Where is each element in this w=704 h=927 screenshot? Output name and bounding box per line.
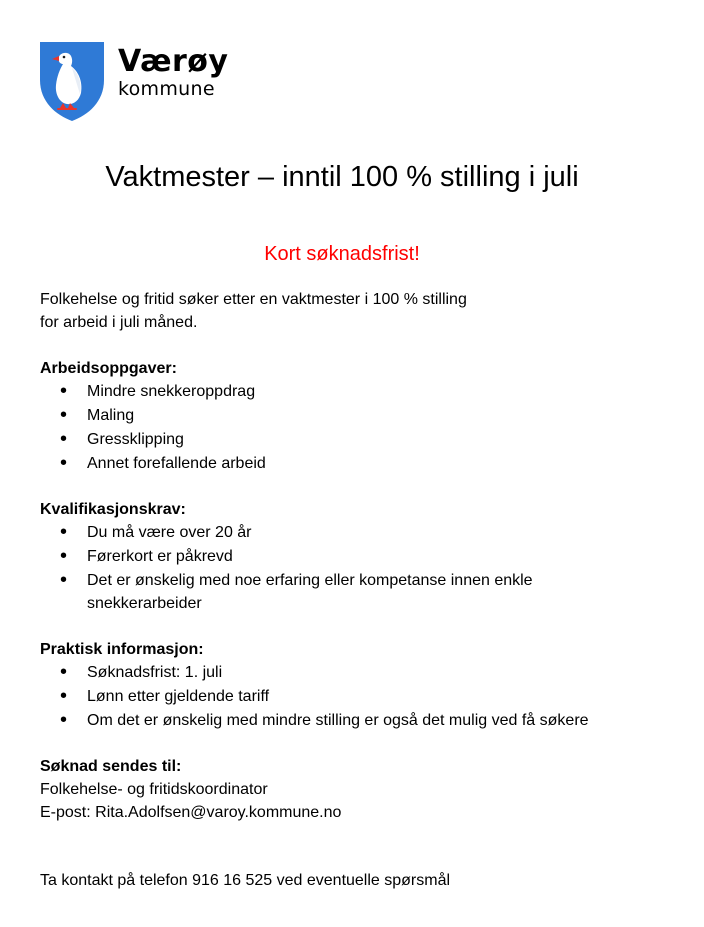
- list-item: • Maling: [40, 404, 680, 427]
- list-item: • Det er ønskelig med noe erfaring eller kompetanse innen enkle snekkerarbeider: [40, 569, 557, 615]
- application-email-line: [40, 801, 680, 824]
- practical-list: [40, 661, 680, 732]
- puffin-shield-icon: [38, 40, 106, 122]
- qualifications-list: [40, 521, 680, 615]
- list-item: • Mindre snekkeroppdrag: [40, 380, 680, 403]
- contact-footer: Ta kontakt på telefon 916 16 525 ved eventuelle spørsmål: [40, 872, 451, 889]
- page-title: Vaktmester – inntil 100 % stilling i juli: [105, 161, 579, 193]
- tasks-list: [40, 380, 680, 475]
- document-body: [40, 288, 680, 824]
- list-item: • Om det er ønskelig med mindre stilling er også det mulig ved få søkere: [40, 709, 680, 732]
- list-item: • Lønn etter gjeldende tariff: [40, 685, 680, 708]
- intro-paragraph: [40, 288, 680, 334]
- deadline-notice: Kort søknadsfrist!: [264, 243, 420, 265]
- list-item: • Søknadsfrist: 1. juli: [40, 661, 680, 684]
- intro-line-2: for arbeid i juli måned.: [40, 314, 198, 331]
- section-heading-qualifications: Kvalifikasjonskrav:: [40, 501, 186, 518]
- section-heading-practical: Praktisk informasjon:: [40, 641, 204, 658]
- section-heading-tasks: Arbeidsoppgaver:: [40, 360, 177, 377]
- application-recipient: Folkehelse- og fritidskoordinator: [40, 781, 268, 798]
- section-heading-application: Søknad sendes til:: [40, 758, 182, 775]
- list-item: • Du må være over 20 år: [40, 521, 680, 544]
- intro-line-1: Folkehelse og fritid søker etter en vaktmester i 100 % stilling: [40, 291, 467, 308]
- list-item: • Annet forefallende arbeid: [40, 452, 680, 475]
- municipality-name: Værøy: [118, 44, 229, 79]
- municipality-subtitle: kommune: [118, 78, 215, 100]
- email-prefix: E-post:: [40, 804, 96, 821]
- list-item: • Gressklipping: [40, 428, 680, 451]
- email-address[interactable]: Rita.Adolfsen@varoy.kommune.no: [95, 804, 342, 821]
- list-item: • Førerkort er påkrevd: [40, 545, 680, 568]
